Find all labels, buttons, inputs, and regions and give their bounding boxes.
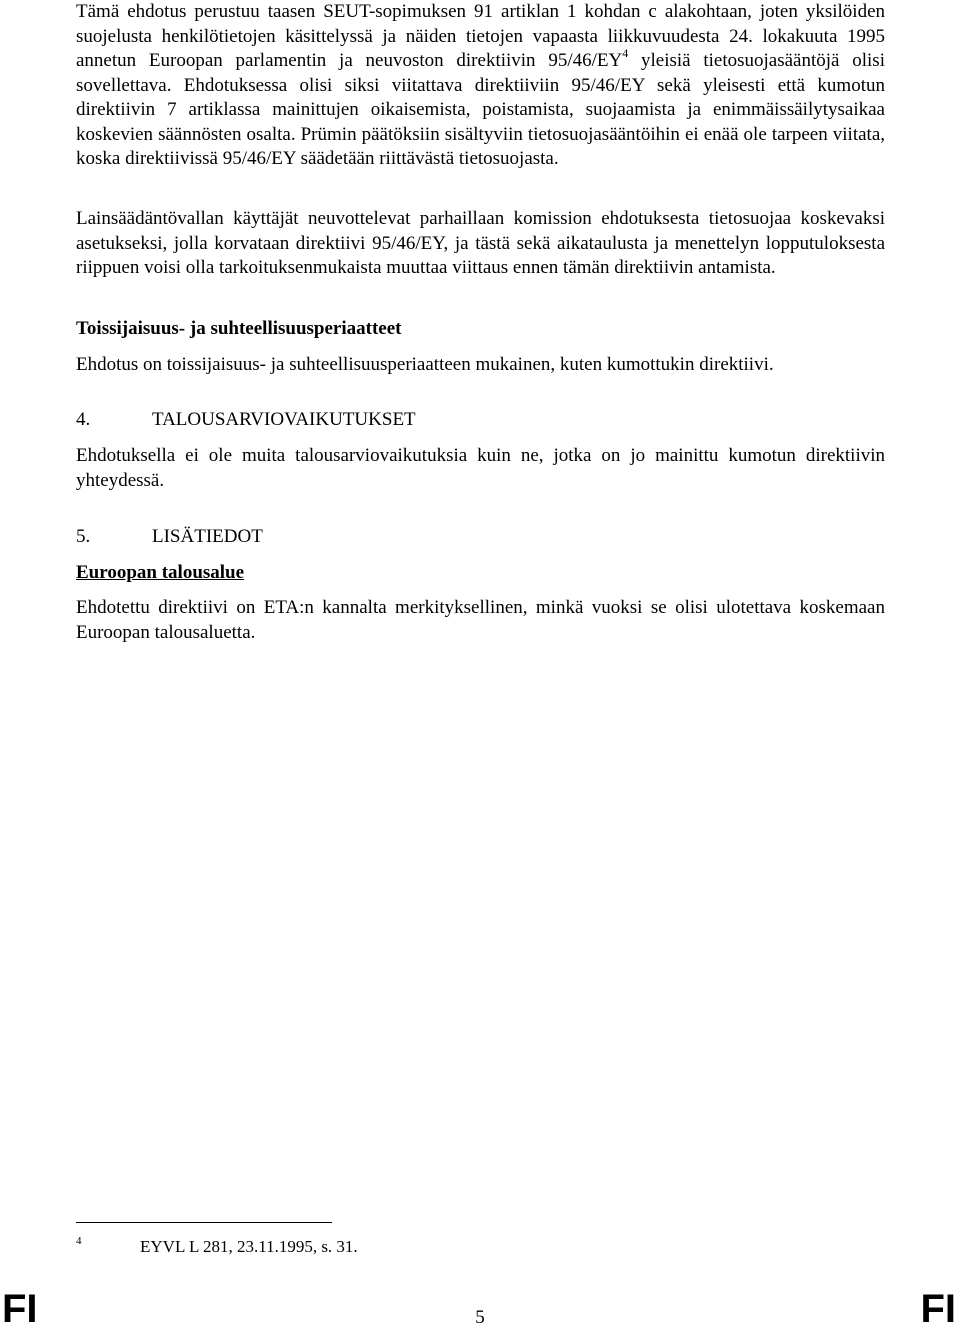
footnote-mark: 4 (76, 1235, 82, 1247)
footnote (76, 1236, 358, 1258)
section-number-4: 4. (76, 409, 91, 430)
section-title-5: LISÄTIEDOT (152, 526, 263, 547)
heading-eea: Euroopan talousalue (76, 562, 245, 583)
section-heading-5 (76, 525, 263, 549)
section-number-5: 5. (76, 526, 91, 547)
footnote-reference[interactable]: 4 (622, 45, 629, 60)
section-heading-4 (76, 408, 416, 432)
heading-subsidiarity: Toissijaisuus- ja suhteellisuusperiaatteet (76, 318, 402, 339)
footnote-text: EYVL L 281, 23.11.1995, s. 31. (140, 1237, 358, 1256)
footnote-separator (76, 1222, 332, 1223)
paragraph-legislators: Lainsäädäntövallan käyttäjät neuvottelevat parhaillaan komission ehdotuksesta tietosuojaa koskevaksi asetukseksi, jolla korvataan direktiivi 95/46/EY, ja tästä sekä aikataulusta ja menettelyn lopputuloksesta riippuen voisi olla tarkoituksenmukaista muuttaa viittaus ennen tämän direktiivin antamista. (76, 208, 885, 278)
language-code-right: FI (920, 1287, 956, 1331)
language-code-left: FI (2, 1287, 38, 1331)
page-number: 5 (475, 1307, 485, 1328)
paragraph-legal-basis-text-1: Tämä ehdotus perustuu taasen SEUT-sopimuksen 91 artiklan 1 kohdan c alakohtaan, joten yksilöiden suojelusta henkilötietojen käsittelyssä ja näiden tietojen vapaasta liikkuvuudesta 24. lokakuuta 1995 annetun Euroopan parlamentin ja neuvoston direktiivin 95/46/EY (76, 1, 885, 71)
paragraph-subsidiarity: Ehdotus on toissijaisuus- ja suhteellisuusperiaatteen mukainen, kuten kumottukin direktiivi. (76, 354, 774, 375)
paragraph-eea: Ehdotettu direktiivi on ETA:n kannalta merkityksellinen, minkä vuoksi se olisi ulotettava koskemaan Euroopan talousaluetta. (76, 597, 885, 643)
paragraph-legal-basis-text-2: yleisiä tietosuojasääntöjä olisi sovellettava. Ehdotuksessa olisi siksi viitattava direktiiviin 95/46/EY sekä yleisesti että kumotun direktiivin 7 artiklassa mainittujen oikaisemista, poistamista, suojaamista ja enimmäissäilytysaikaa koskevien säännösten osalta. Prümin päätöksiin sisältyviin tietosuojasääntöihin ei enää ole tarpeen viitata, koska direktiivissä 95/46/EY säädetään riittävästä tietosuojasta. (76, 50, 885, 169)
section-title-4: TALOUSARVIOVAIKUTUKSET (152, 409, 416, 430)
paragraph-legal-basis (76, 0, 885, 172)
paragraph-budget: Ehdotuksella ei ole muita talousarviovaikutuksia kuin ne, jotka on jo mainittu kumotun direktiivin yhteydessä. (76, 445, 885, 491)
